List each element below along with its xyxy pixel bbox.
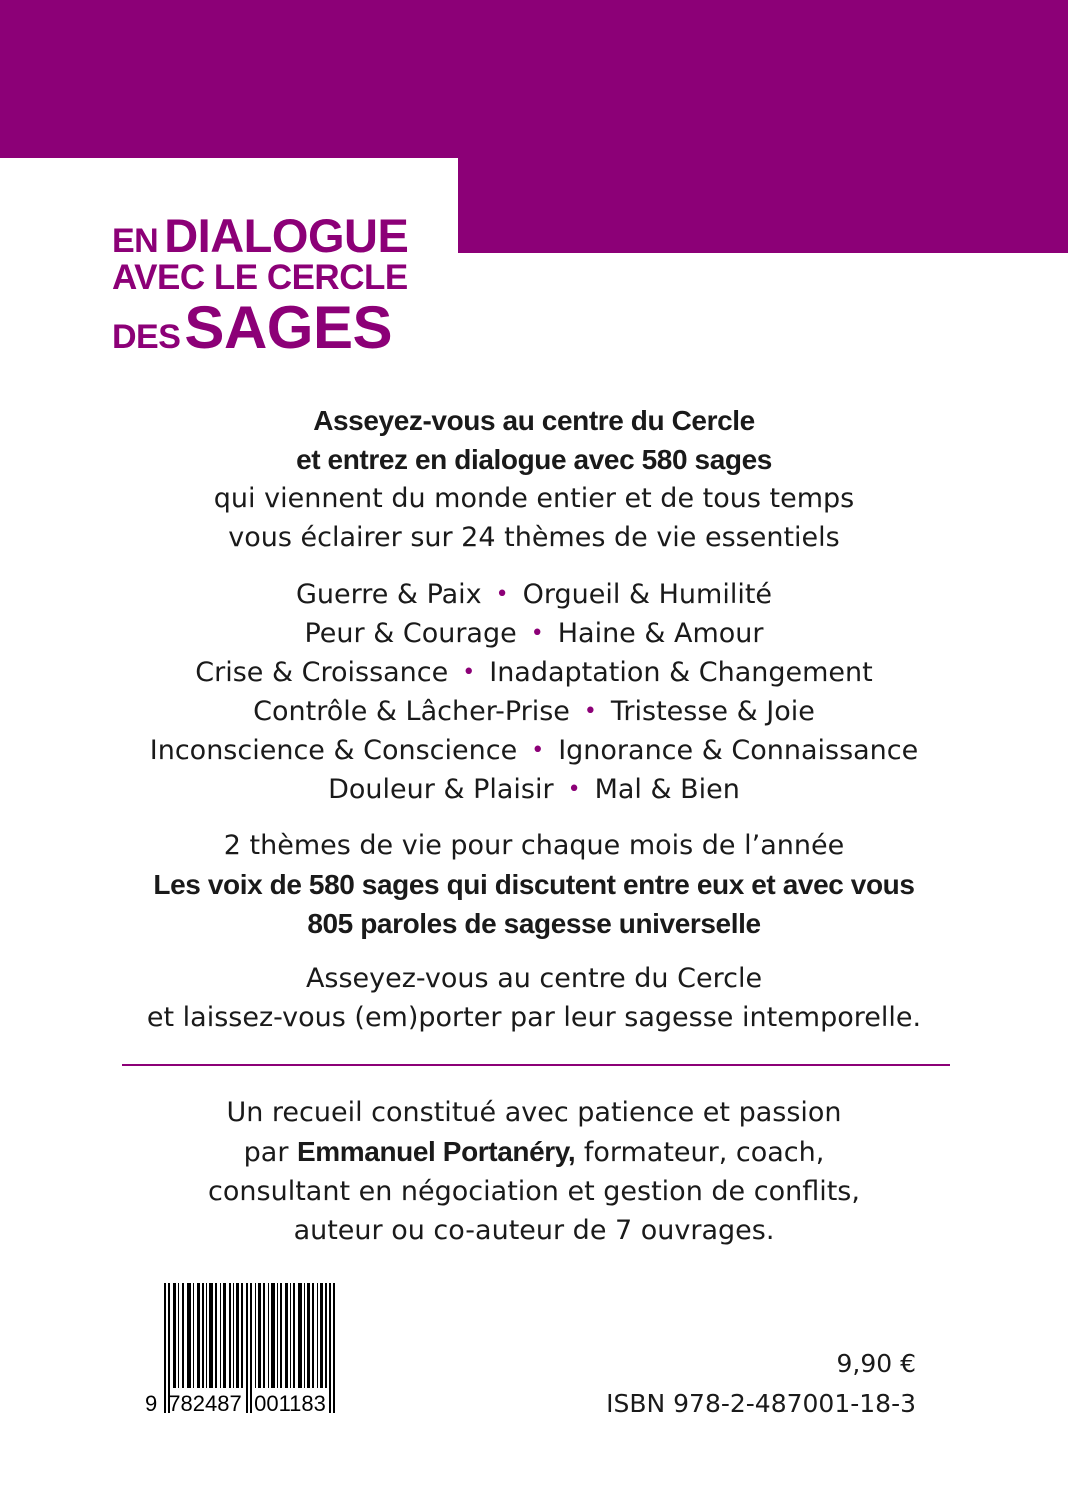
barcode-digits-right: 001183	[254, 1391, 326, 1415]
barcode-digits-left: 782487	[168, 1391, 242, 1415]
author-line: consultant en négociation et gestion de conflits,	[208, 1176, 860, 1207]
bullet-icon: •	[462, 660, 476, 685]
outro-block	[0, 959, 1068, 1037]
summary-line: 2 thèmes de vie pour chaque mois de l’année	[223, 830, 845, 861]
barcode-digit-first: 9	[145, 1391, 158, 1415]
isbn: ISBN 978-2-487001-18-3	[606, 1389, 916, 1418]
theme-item: Orgueil & Humilité	[522, 579, 773, 610]
theme-item: Mal & Bien	[594, 774, 740, 805]
theme-item: Tristesse & Joie	[610, 696, 815, 727]
intro-line: qui viennent du monde entier et de tous temps	[213, 483, 855, 514]
theme-item: Contrôle & Lâcher-Prise	[253, 696, 570, 727]
author-line: Un recueil constitué avec patience et passion	[226, 1097, 842, 1128]
intro-line: Asseyez-vous au centre du Cercle	[313, 405, 755, 436]
barcode	[145, 1283, 367, 1415]
price: 9,90 €	[836, 1349, 916, 1378]
logo-word-des: DES	[112, 318, 181, 356]
theme-row	[0, 653, 1068, 692]
bullet-icon: •	[583, 699, 597, 724]
author-name: Emmanuel Portanéry,	[297, 1136, 576, 1167]
theme-item: Douleur & Plaisir	[328, 774, 554, 805]
bullet-icon: •	[531, 738, 545, 763]
author-block	[0, 1093, 1068, 1250]
logo-line-avec-le-cercle: AVEC LE CERCLE	[112, 258, 408, 297]
intro-line: et entrez en dialogue avec 580 sages	[296, 444, 772, 475]
intro-block	[0, 401, 1068, 557]
author-line: auteur ou co-auteur de 7 ouvrages.	[293, 1215, 775, 1246]
theme-item: Inadaptation & Changement	[489, 657, 873, 688]
intro-line: vous éclairer sur 24 thèmes de vie essentiels	[228, 522, 840, 553]
theme-row	[0, 614, 1068, 653]
outro-line: et laissez-vous (em)porter par leur sagesse intemporelle.	[146, 1002, 922, 1033]
bullet-icon: •	[530, 621, 544, 646]
themes-list	[0, 575, 1068, 809]
outro-line: Asseyez-vous au centre du Cercle	[305, 963, 763, 994]
bullet-icon: •	[495, 582, 509, 607]
author-suffix: formateur, coach,	[575, 1137, 825, 1168]
summary-line: Les voix de 580 sages qui discutent entre eux et avec vous	[153, 869, 915, 900]
theme-item: Guerre & Paix	[295, 579, 482, 610]
bullet-icon: •	[567, 777, 581, 802]
right-color-band	[458, 158, 1068, 253]
theme-row	[0, 692, 1068, 731]
summary-line: 805 paroles de sagesse universelle	[307, 908, 761, 939]
theme-item: Ignorance & Connaissance	[558, 735, 919, 766]
theme-row	[0, 770, 1068, 809]
logo-word-en: EN	[112, 222, 159, 260]
logo-word-sages: SAGES	[184, 294, 392, 361]
theme-item: Peur & Courage	[304, 618, 517, 649]
theme-row	[0, 575, 1068, 614]
top-color-band	[0, 0, 1068, 158]
barcode-icon	[145, 1283, 367, 1415]
summary-block	[0, 826, 1068, 943]
theme-item: Crise & Croissance	[195, 657, 449, 688]
divider-rule	[122, 1064, 950, 1066]
theme-item: Haine & Amour	[557, 618, 764, 649]
logo-word-dialogue: DIALOGUE	[164, 209, 409, 262]
theme-row	[0, 731, 1068, 770]
author-prefix: par	[243, 1137, 298, 1168]
author-line	[0, 1132, 1068, 1172]
theme-item: Inconscience & Conscience	[149, 735, 518, 766]
